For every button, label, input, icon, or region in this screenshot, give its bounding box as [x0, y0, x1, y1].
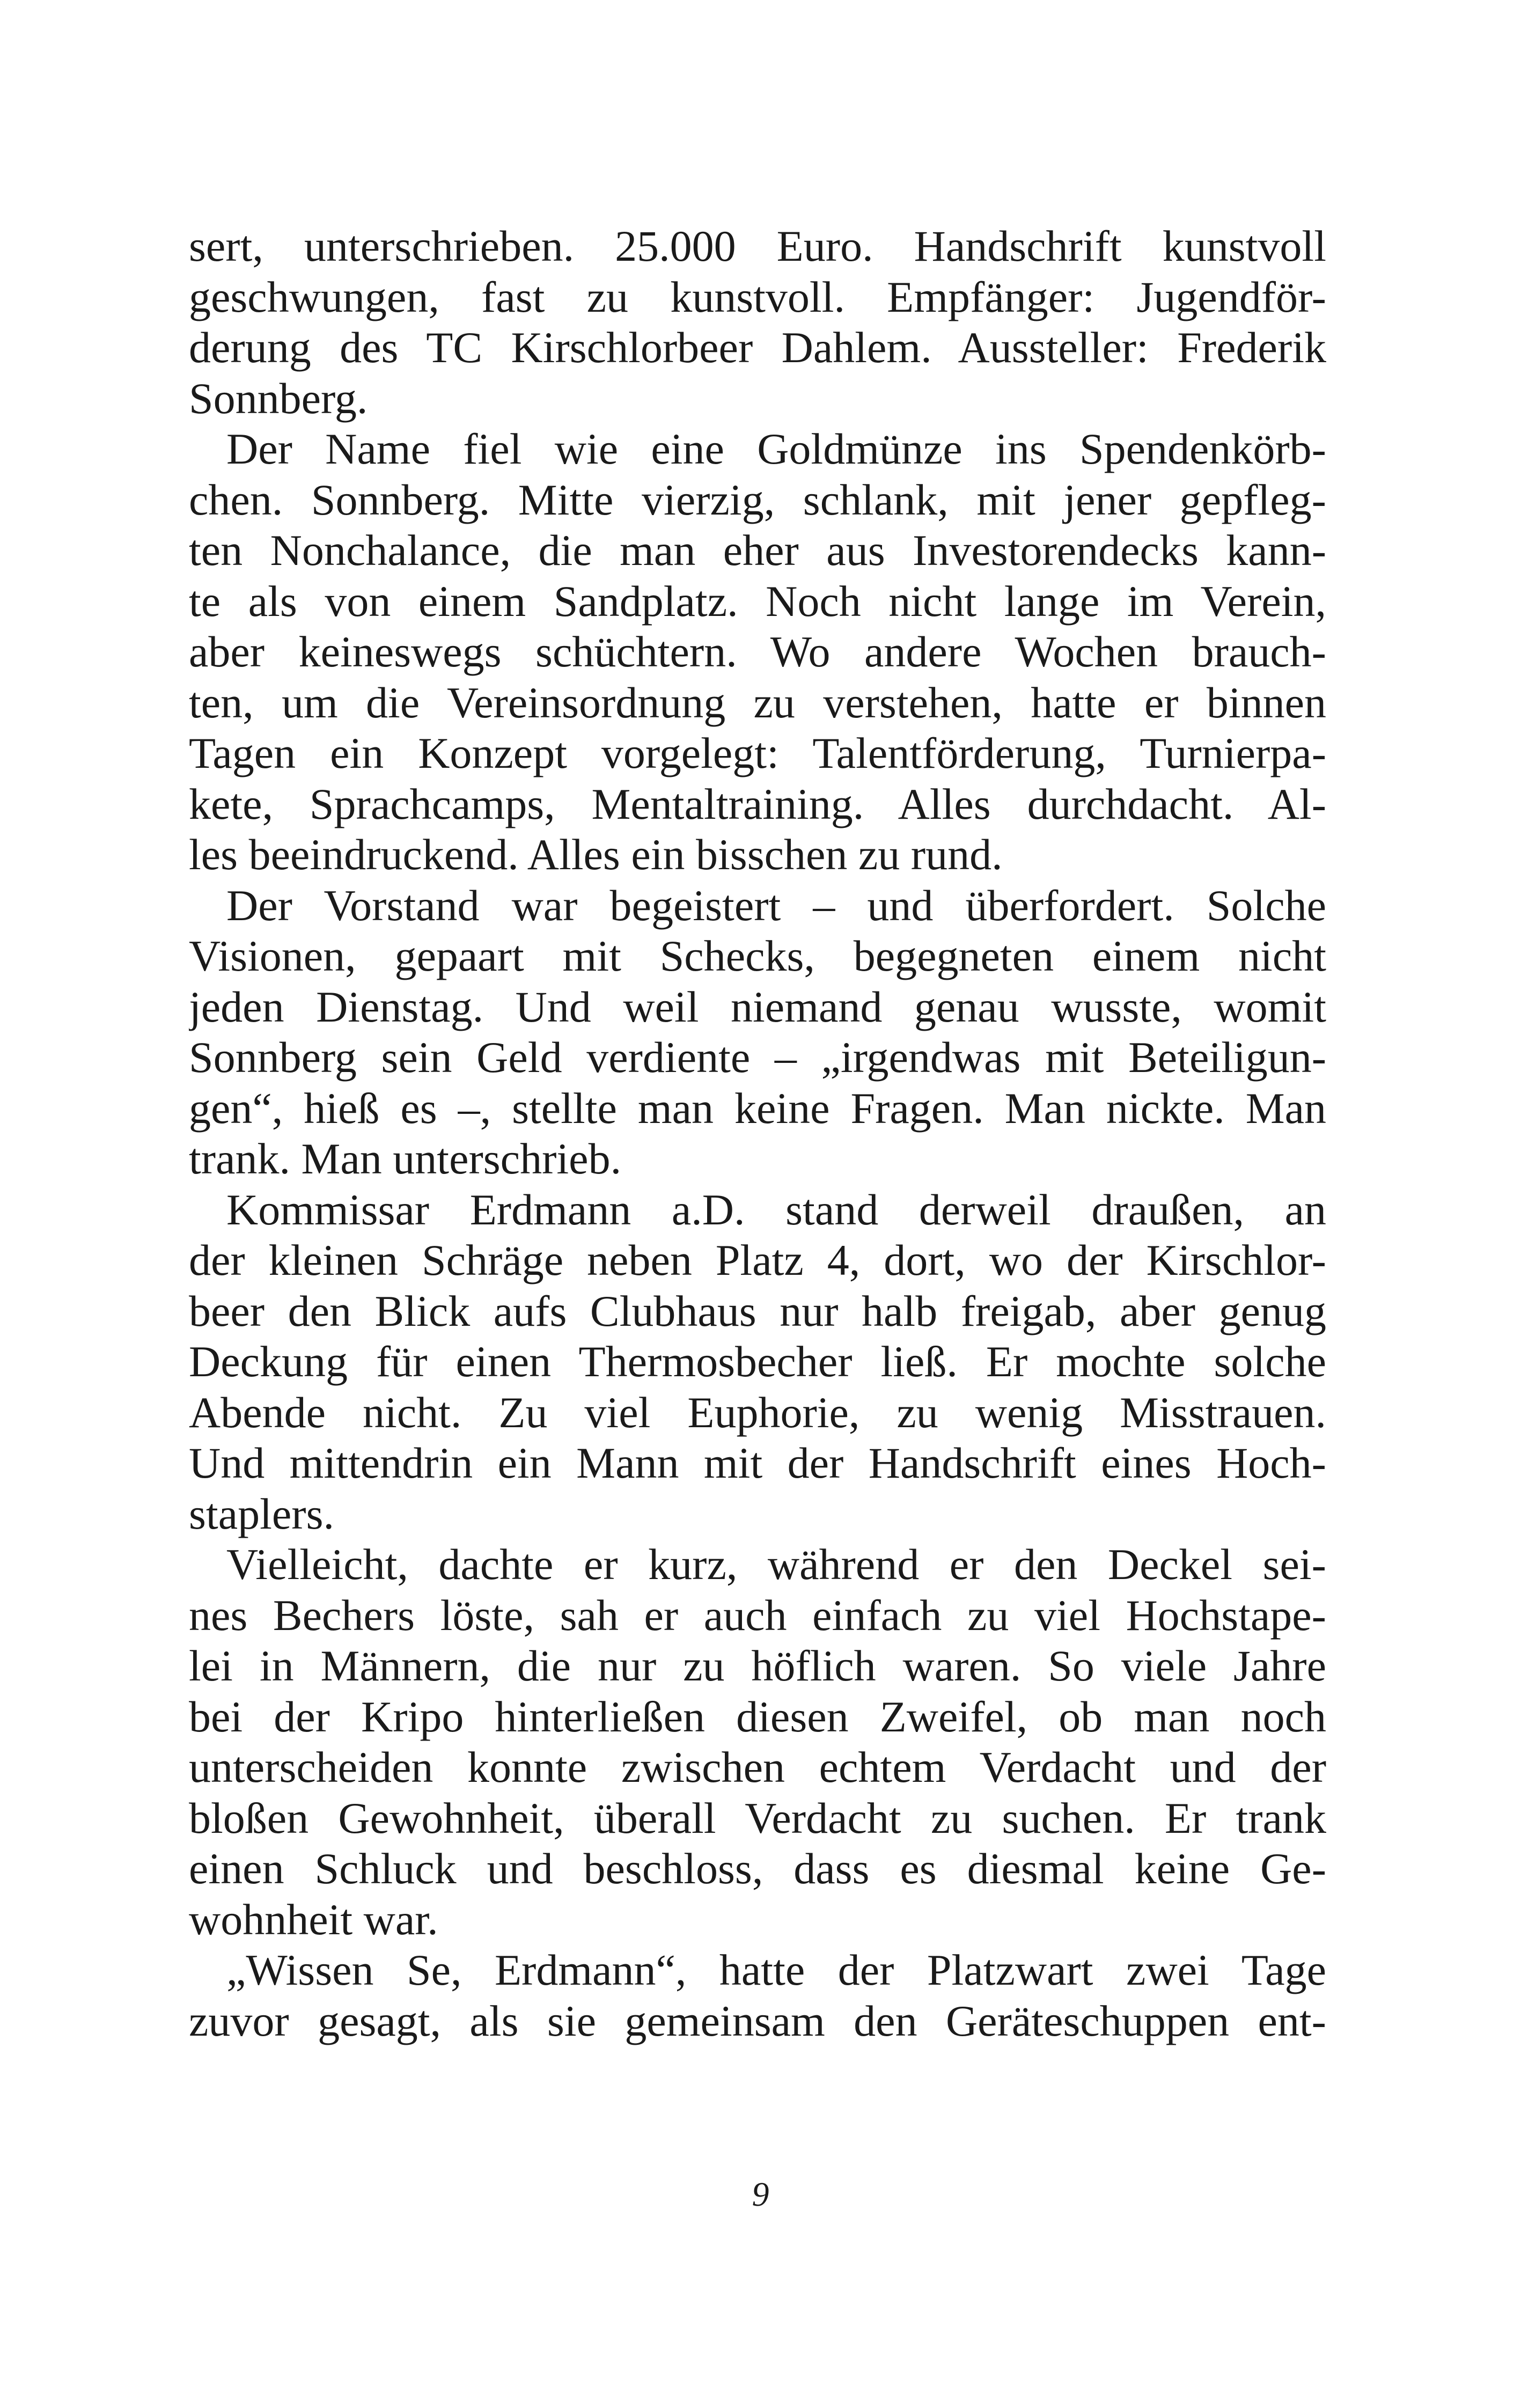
text-line: Der Name fiel wie eine Goldmünze ins Spendenkörb- [226, 424, 1326, 473]
text-line: Kommissar Erdmann a.D. stand derweil draußen, an [226, 1185, 1326, 1234]
text-line: aber keineswegs schüchtern. Wo andere Wochen brauch- [189, 627, 1326, 676]
text-line: ten, um die Vereinsordnung zu verstehen, hatte er binnen [189, 678, 1326, 727]
text-line: jeden Dienstag. Und weil niemand genau wusste, womit [189, 982, 1326, 1031]
text-line: Abende nicht. Zu viel Euphorie, zu wenig Misstrauen. [189, 1387, 1326, 1437]
text-line: bloßen Gewohnheit, überall Verdacht zu suchen. Er trank [189, 1793, 1326, 1842]
text-line: sert, unterschrieben. 25.000 Euro. Handschrift kunstvoll [189, 222, 1326, 270]
text-line: kete, Sprachcamps, Mentaltraining. Alles durchdacht. Al- [189, 779, 1326, 828]
text-line: derung des TC Kirschlorbeer Dahlem. Aussteller: Frederik [189, 323, 1326, 372]
text-line: te als von einem Sandplatz. Noch nicht lange im Verein, [189, 576, 1326, 626]
paragraph [189, 1539, 1326, 1945]
text-line: Tagen ein Konzept vorgelegt: Talentförderung, Turnierpa- [189, 729, 1326, 777]
text-line: Sonnberg. [189, 373, 368, 423]
text-line: einen Schluck und beschloss, dass es diesmal keine Ge- [189, 1844, 1326, 1893]
text-line: „Wissen Se, Erdmann“, hatte der Platzwart zwei Tage [226, 1946, 1326, 1994]
text-line: trank. Man unterschrieb. [189, 1134, 622, 1183]
text-line: zuvor gesagt, als sie gemeinsam den Geräteschuppen ent- [189, 1996, 1326, 2045]
text-line: geschwungen, fast zu kunstvoll. Empfänger: Jugendför- [189, 272, 1326, 321]
body-text [189, 221, 1326, 2046]
text-line: beer den Blick aufs Clubhaus nur halb freigab, aber genug [189, 1286, 1326, 1335]
paragraph [189, 221, 1326, 424]
paragraph [189, 424, 1326, 880]
paragraph [189, 880, 1326, 1185]
paragraph [189, 1945, 1326, 2046]
page-number: 9 [752, 2175, 769, 2213]
text-line: Und mittendrin ein Mann mit der Handschrift eines Hoch- [189, 1438, 1326, 1487]
text-line: ten Nonchalance, die man eher aus Investorendecks kann- [189, 526, 1326, 575]
text-line: Visionen, gepaart mit Schecks, begegneten einem nicht [189, 931, 1326, 980]
text-line: nes Bechers löste, sah er auch einfach zu viel Hochstape- [189, 1590, 1326, 1640]
text-line: gen“, hieß es –, stellte man keine Fragen. Man nickte. Man [189, 1083, 1326, 1133]
paragraph [189, 1185, 1326, 1540]
text-line: bei der Kripo hinterließen diesen Zweifel, ob man noch [189, 1692, 1326, 1741]
text-line: der kleinen Schräge neben Platz 4, dort, wo der Kirschlor- [189, 1236, 1326, 1284]
text-line: unterscheiden konnte zwischen echtem Verdacht und der [189, 1743, 1326, 1792]
text-line: les beeindruckend. Alles ein bisschen zu rund. [189, 830, 1003, 879]
text-line: Sonnberg sein Geld verdiente – „irgendwas mit Beteiligun- [189, 1033, 1326, 1082]
text-line: staplers. [189, 1489, 334, 1538]
text-line: chen. Sonnberg. Mitte vierzig, schlank, mit jener gepfleg- [189, 475, 1326, 524]
text-line: lei in Männern, die nur zu höflich waren. So viele Jahre [189, 1641, 1326, 1690]
text-line: Deckung für einen Thermosbecher ließ. Er mochte solche [189, 1337, 1326, 1386]
text-line: Der Vorstand war begeistert – und überfordert. Solche [226, 880, 1326, 930]
text-line: wohnheit war. [189, 1895, 438, 1944]
text-line: Vielleicht, dachte er kurz, während er den Deckel sei- [226, 1540, 1326, 1589]
